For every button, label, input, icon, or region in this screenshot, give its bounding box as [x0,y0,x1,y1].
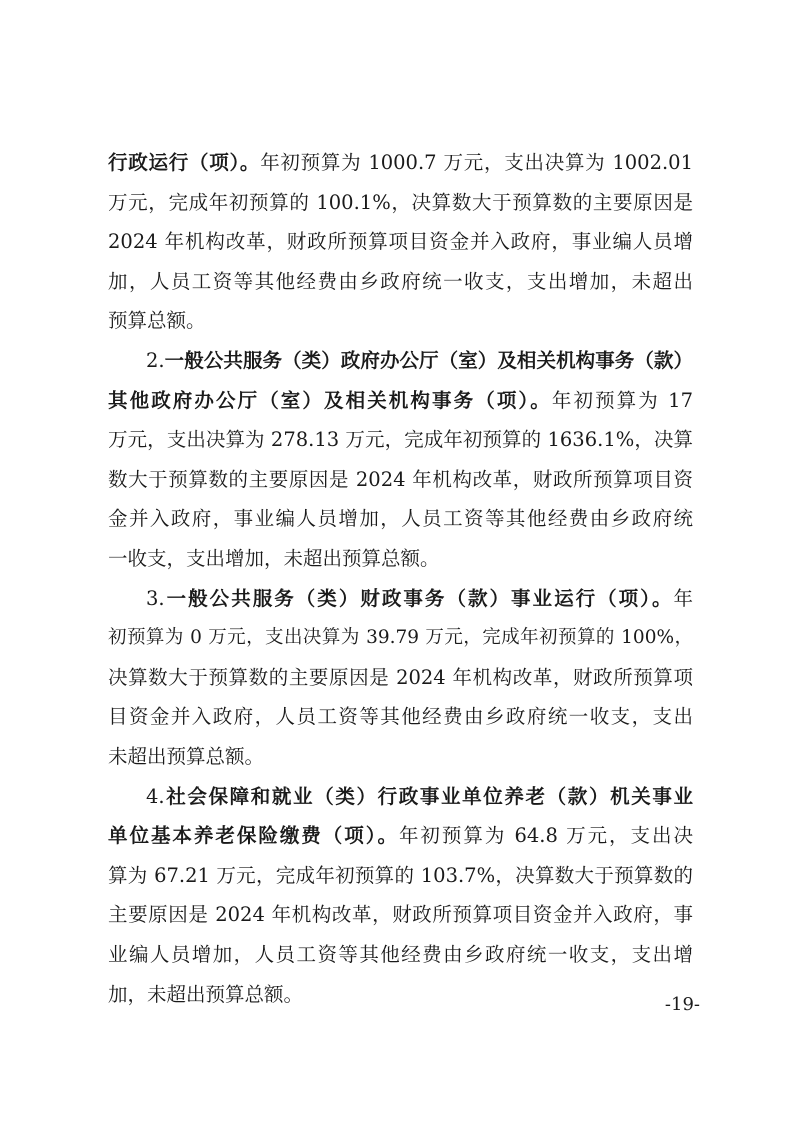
body-text-run: 目资金并入政府，人员工资等其他经费由乡政府统一收支，支出 [108,705,693,729]
body-text-run: 主要原因是 2024 年机构改革，财政所预算项目资金并入政府，事 [108,903,693,927]
body-text-run: 数大于预算数的主要原因是 2024 年机构改革，财政所预算项目资 [108,467,693,491]
paragraph-1-line-2 [108,183,693,223]
body-text-run: 算为 67.21 万元，完成年初预算的 103.7%，决算数大于预算数的 [108,863,693,887]
paragraph-3-line-1 [146,579,693,619]
body-text-run: 4. [146,784,165,808]
paragraph-2-line-3 [108,420,693,460]
bold-heading-text: 单位基本养老保险缴费（项）。 [108,824,399,848]
paragraph-1-line-4 [108,262,693,302]
paragraph-2-line-5 [108,499,693,539]
paragraph-1-line-1 [108,143,693,183]
body-text-run: 2. [146,349,165,372]
body-text-run: 万元，完成年初预算的 100.1%，决算数大于预算数的主要原因是 [108,190,693,214]
page-number: -19- [664,994,700,1015]
body-text-run: 2024 年机构改革，财政所预算项目资金并入政府，事业编人员增 [108,230,693,254]
paragraph-4-line-6 [108,975,693,1015]
body-text-run: 未超出预算总额。 [108,745,265,768]
paragraph-3-line-3 [108,658,693,698]
paragraph-1-line-5 [108,301,693,341]
body-text-run: 业编人员增加，人员工资等其他经费由乡政府统一收支，支出增 [108,943,693,966]
body-text-run: 3. [146,586,165,610]
body-text-run: 初预算为 0 万元，支出决算为 39.79 万元，完成年初预算的 100%， [108,627,693,649]
bold-heading-text: 其他政府办公厅（室）及相关机构事务（项）。 [108,388,552,412]
bold-heading-text: 一般公共服务（类）政府办公厅（室）及相关机构事务（款） [164,349,693,372]
body-text-run: 万元，支出决算为 278.13 万元，完成年初预算的 1636.1%，决算 [108,428,693,452]
paragraph-3-line-5 [108,737,693,777]
paragraph-2-line-6 [108,539,693,579]
paragraph-2-line-1 [146,341,693,381]
body-text-run: 决算数大于预算数的主要原因是 2024 年机构改革，财政所预算项 [108,665,693,689]
body-text-run: 预算总额。 [108,309,206,333]
body-text-run: 加，人员工资等其他经费由乡政府统一收支，支出增加，未超出 [108,269,693,293]
paragraph-2-line-4 [108,460,693,500]
body-text-run: 金并入政府，事业编人员增加，人员工资等其他经费由乡政府统 [108,507,693,531]
body-text-run: 年初预算为 17 [551,388,693,412]
paragraph-2-line-2 [108,381,693,421]
paragraph-4-line-2 [108,816,693,856]
bold-heading-text: 行政运行（项）。 [108,151,261,174]
body-text-run: 年 [673,586,693,610]
paragraph-3-line-2 [108,618,693,658]
paragraph-3-line-4 [108,697,693,737]
paragraph-4-line-4 [108,895,693,935]
body-text-run: 一收支，支出增加，未超出预算总额。 [108,547,440,570]
body-text-run: 年初预算为 64.8 万元，支出决 [398,824,693,848]
paragraph-1-line-3 [108,222,693,262]
paragraph-4-line-1 [146,777,693,817]
bold-heading-text: 社会保障和就业（类）行政事业单位养老（款）机关事业 [164,784,693,808]
paragraph-4-line-5 [108,935,693,975]
body-text-run: 年初预算为 1000.7 万元，支出决算为 1002.01 [260,151,693,174]
bold-heading-text: 一般公共服务（类）财政事务（款）事业运行（项）。 [164,586,674,610]
body-text-run: 加，未超出预算总额。 [108,982,304,1006]
paragraph-4-line-3 [108,856,693,896]
